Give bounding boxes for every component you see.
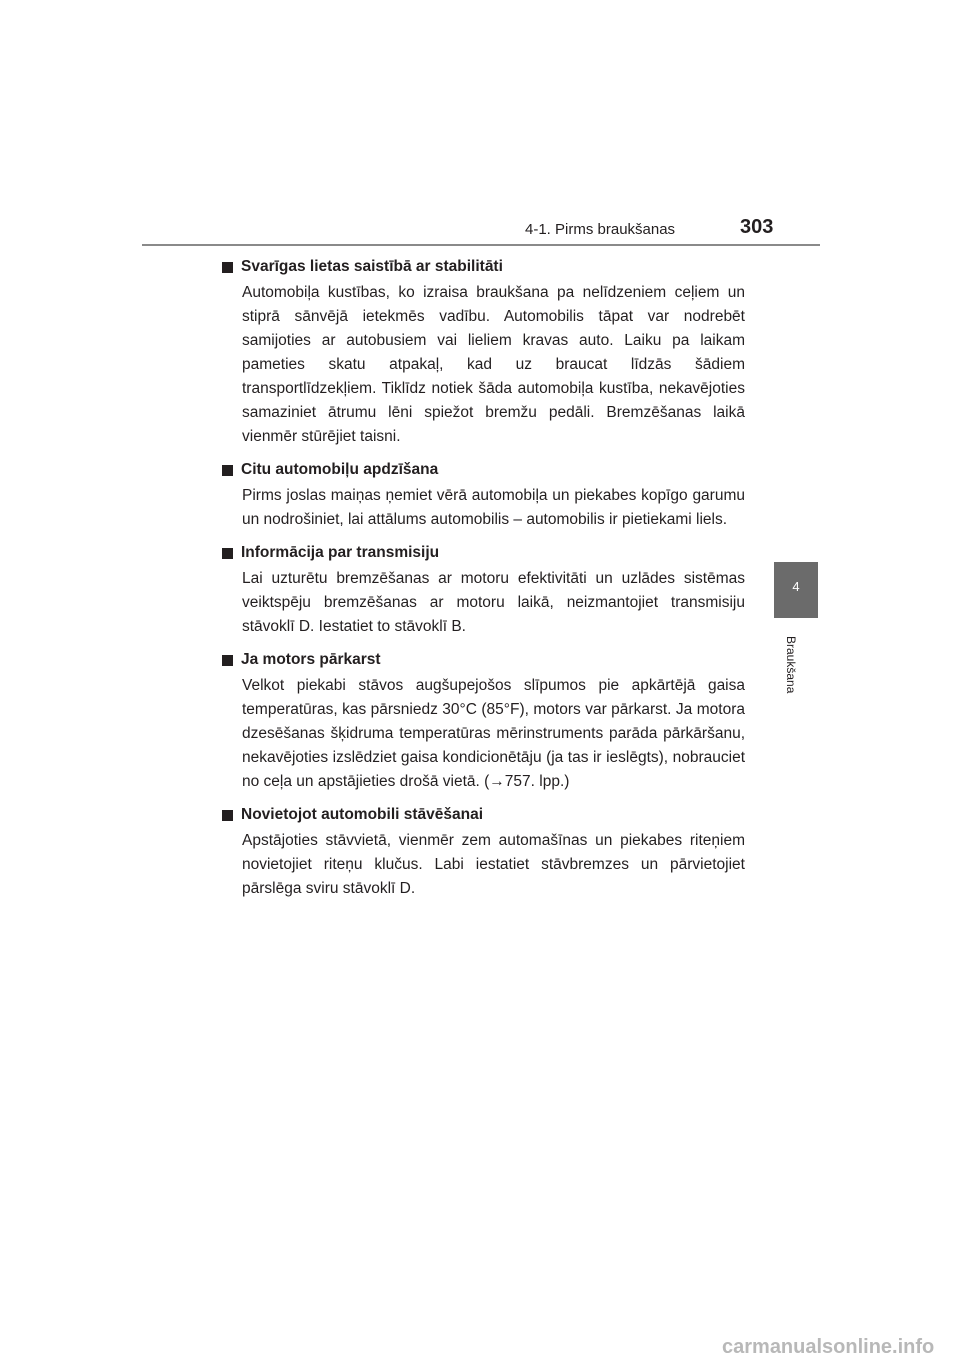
square-bullet-icon	[222, 655, 233, 666]
section-body: Pirms joslas maiņas ņemiet vērā automobiļa un piekabes kopīgo garumu un nodrošiniet, lai attālums automobilis – automobilis ir pietiekami liels.	[242, 487, 745, 528]
section-stability	[222, 256, 745, 449]
header-section-title: 4-1. Pirms braukšanas	[525, 221, 676, 238]
section-title: Svarīgas lietas saistībā ar stabilitāti	[241, 258, 503, 275]
section-title: Citu automobiļu apdzīšana	[241, 461, 439, 478]
watermark: carmanualsonline.info	[722, 1336, 935, 1358]
section-body: Automobiļa kustības, ko izraisa braukšana pa nelīdzeniem ceļiem un stiprā sānvējā ietekmēs vadību. Automobilis tāpat var nodrebēt samijoties ar autobusiem vai lieliem kravas auto. Laiku pa laikam pameties skatu atpakaļ, kad uz braucat līdzās šādiem transportlīdzekļiem. Tiklīdz notiek šāda automobiļa kustība, nekavējoties samaziniet ātrumu lēni spiežot bremžu pedāli. Bremzēšanas laikā vienmēr stūrējiet taisni.	[242, 284, 745, 445]
page-number: 303	[740, 216, 774, 238]
square-bullet-icon	[222, 262, 233, 273]
section-overtaking	[222, 459, 745, 532]
section-parking	[222, 804, 745, 901]
square-bullet-icon	[222, 465, 233, 476]
square-bullet-icon	[222, 810, 233, 821]
main-content	[222, 256, 745, 911]
section-transmission	[222, 542, 745, 639]
chapter-label: Braukšana	[784, 636, 798, 694]
square-bullet-icon	[222, 548, 233, 559]
header-divider	[142, 244, 820, 246]
section-title: Ja motors pārkarst	[241, 651, 381, 668]
section-title: Novietojot automobili stāvēšanai	[241, 806, 484, 823]
section-title: Informācija par transmisiju	[241, 544, 440, 561]
section-body: Lai uzturētu bremzēšanas ar motoru efektivitāti un uzlādes sistēmas veiktspēju bremzēšanas ar motoru laikā, neizmantojiet transmisiju stāvoklī D. Iestatiet to stāvoklī B.	[242, 570, 745, 635]
chapter-tab	[774, 562, 818, 618]
section-body: Velkot piekabi stāvos augšupejošos slīpumos pie apkārtējā gaisa temperatūras, kas pārsniedz 30°C (85°F), motors var pārkarst. Ja motora dzesēšanas šķidruma temperatūras mērinstruments parāda pārkāršanu, nekavējoties izslēdziet gaisa kondicionētāju (ja tas ir ieslēgts), nobrauciet no ceļa un apstājieties drošā vietā. (→757. lpp.)	[242, 677, 745, 790]
section-body: Apstājoties stāvvietā, vienmēr zem automašīnas un piekabes riteņiem novietojiet riteņu klučus. Labi iestatiet stāvbremzes un pārvietojiet pārslēga sviru stāvoklī D.	[242, 832, 745, 897]
section-overheating	[222, 649, 745, 794]
chapter-number: 4	[792, 579, 800, 594]
